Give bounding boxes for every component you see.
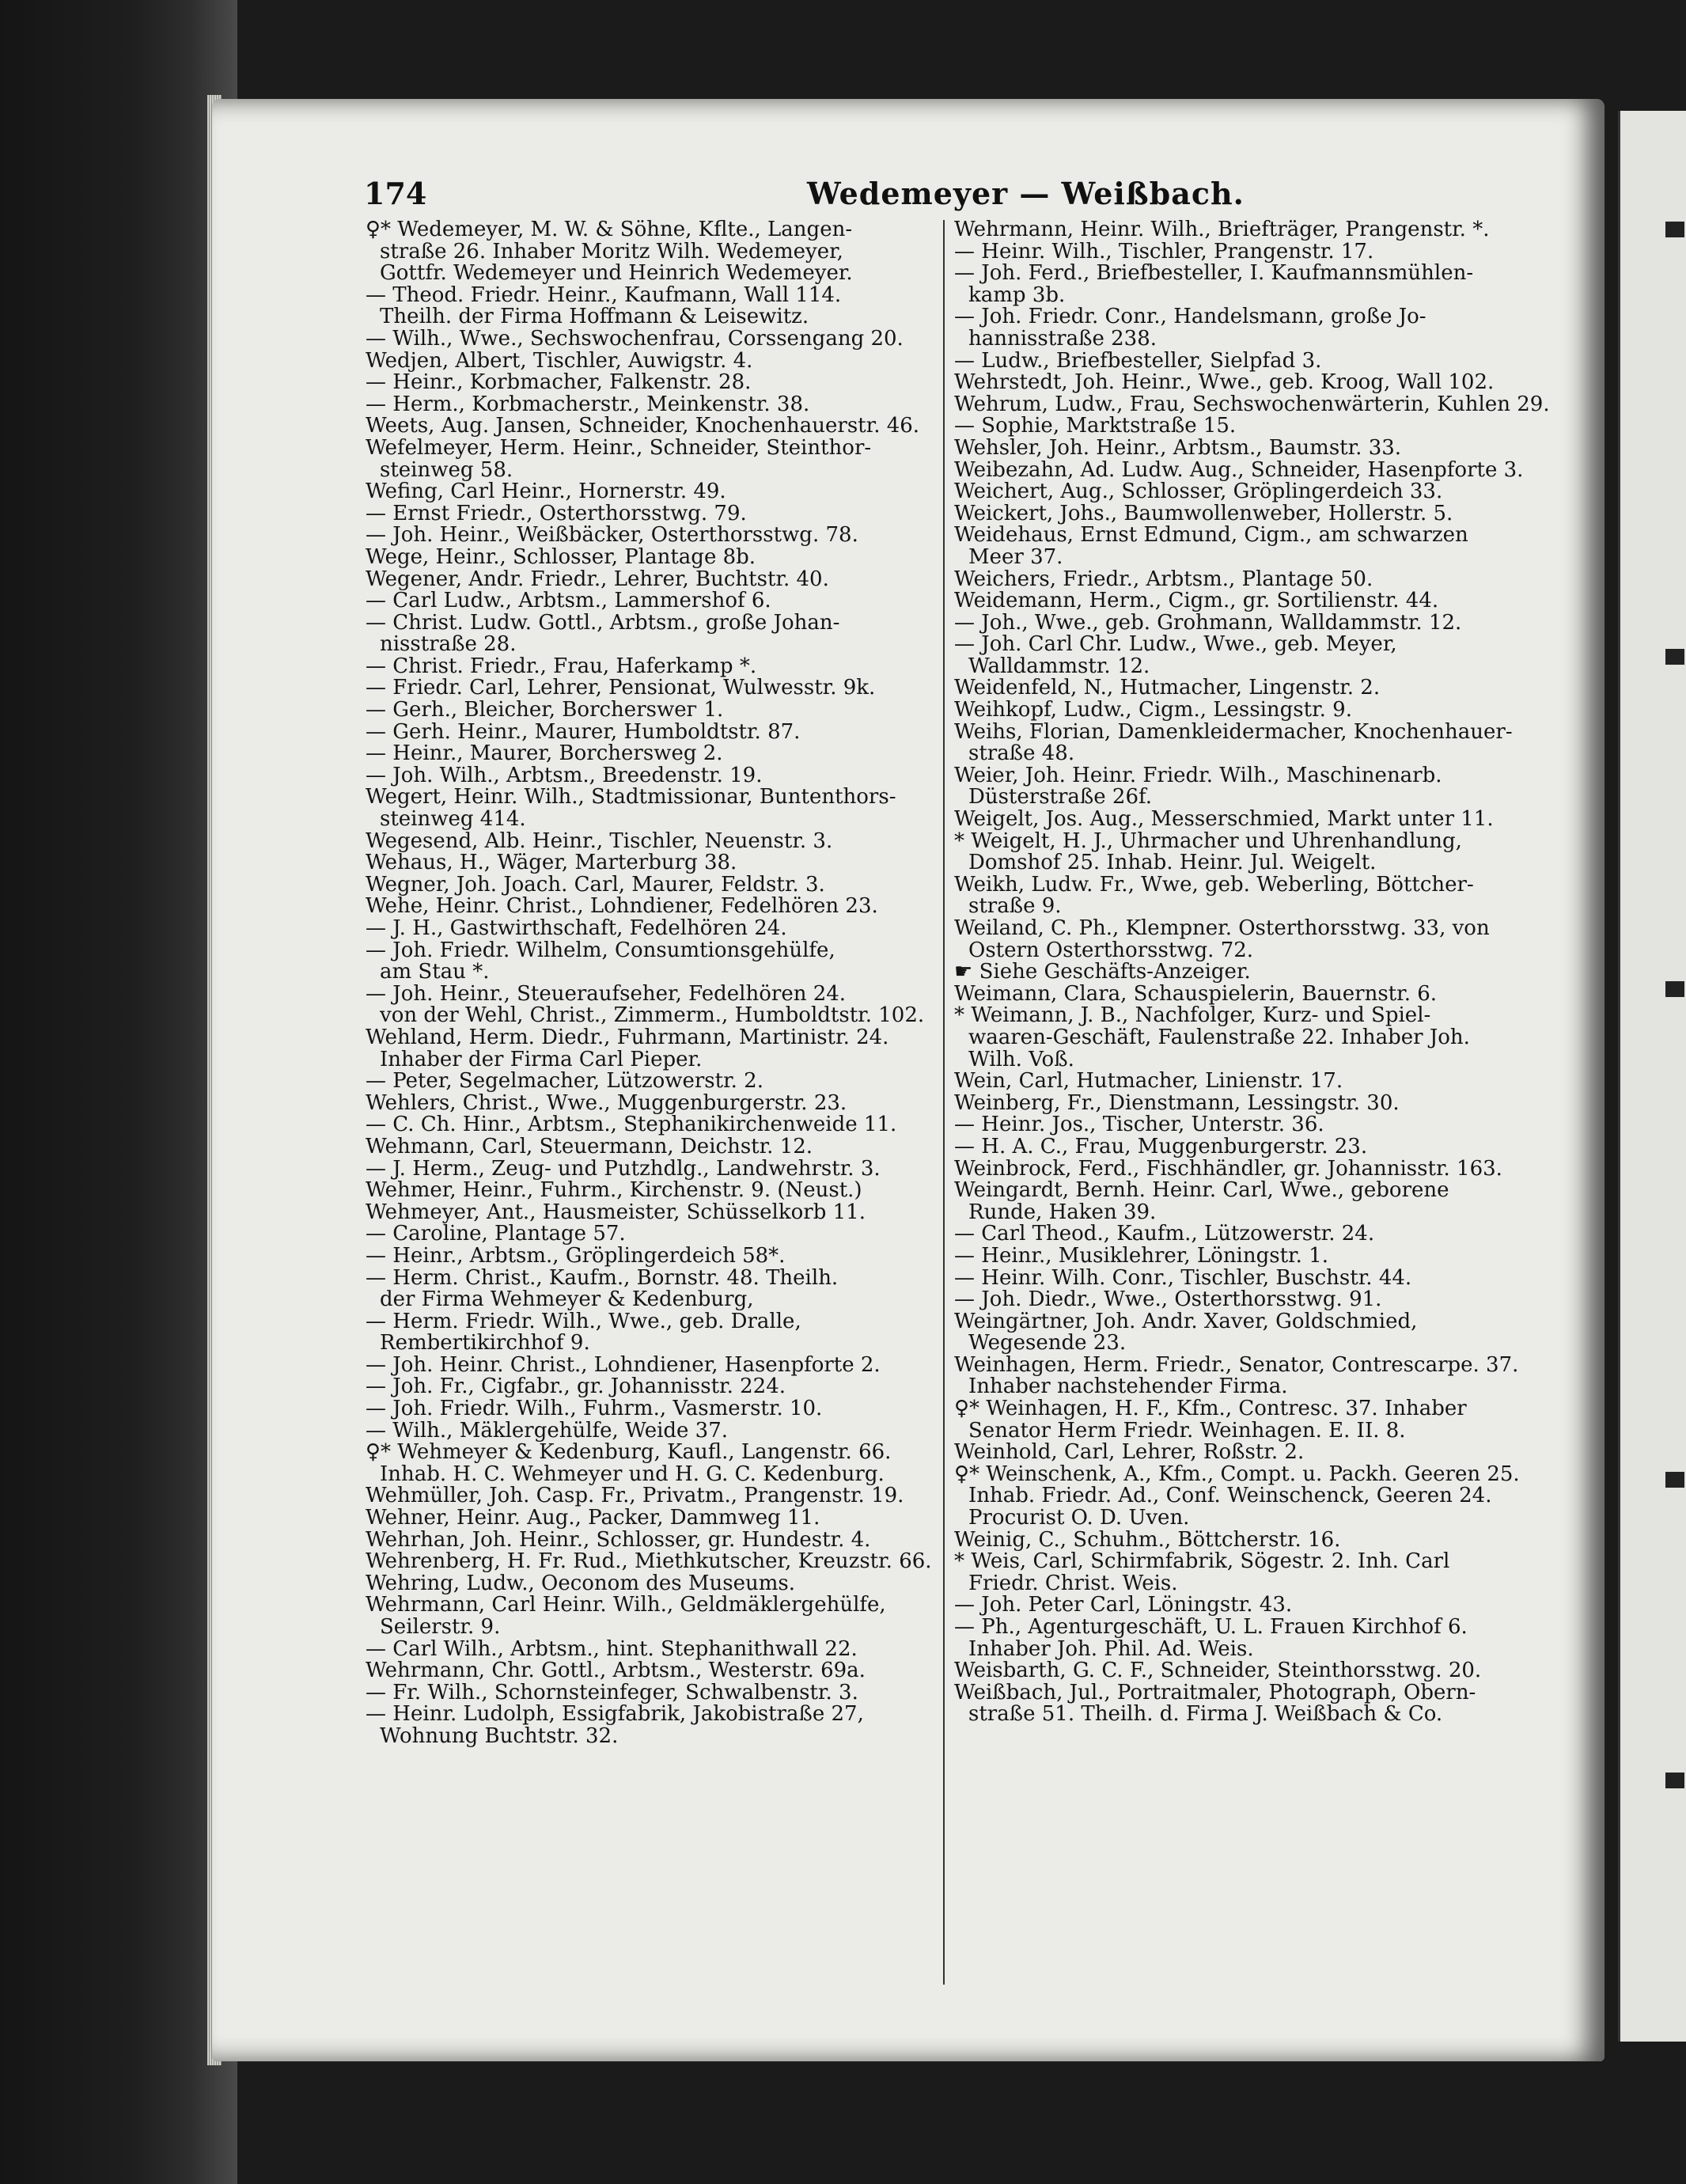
next-page-fragment (1665, 1472, 1684, 1488)
right-column (954, 219, 1587, 1726)
directory-entry-line: — Caroline, Plantage 57. (366, 1222, 626, 1246)
directory-entry-line: Wehrstedt, Joh. Heinr., Wwe., geb. Kroog, Wall 102. (954, 370, 1495, 395)
directory-entry-line: Walldammstr. 12. (968, 654, 1150, 678)
directory-entry-line: Weier, Joh. Heinr. Friedr. Wilh., Maschinenarb. (954, 763, 1442, 787)
directory-entry-line: — Carl Theod., Kaufm., Lützowerstr. 24. (954, 1222, 1375, 1246)
directory-entry-line: Friedr. Christ. Weis. (968, 1571, 1178, 1595)
directory-entry-line: — Heinr., Musiklehrer, Löningstr. 1. (954, 1243, 1328, 1268)
book-spine (0, 0, 237, 2184)
directory-entry-line: Wein, Carl, Hutmacher, Linienstr. 17. (954, 1069, 1343, 1094)
next-page-fragment (1665, 1773, 1684, 1788)
directory-entry-line: Rembertikirchhof 9. (380, 1331, 590, 1356)
directory-entry-line: — Heinr. Jos., Tischer, Unterstr. 36. (954, 1113, 1324, 1137)
directory-entry-line: — Joh. Carl Chr. Ludw., Wwe., geb. Meyer, (954, 632, 1397, 657)
page-header (364, 176, 1598, 215)
directory-entry-line: — Joh. Friedr. Wilh., Fuhrm., Vasmerstr. 10. (366, 1397, 823, 1421)
directory-entry-line: — Friedr. Carl, Lehrer, Pensionat, Wulwesstr. 9k. (366, 676, 876, 700)
directory-entry-line: Wehmüller, Joh. Casp. Fr., Privatm., Prangenstr. 19. (366, 1484, 904, 1508)
directory-entry-line: ♀* Weinschenk, A., Kfm., Compt. u. Packh. Geeren 25. (954, 1462, 1520, 1486)
directory-entry-line: Wohnung Buchtstr. 32. (380, 1723, 619, 1748)
directory-entry-line: ♀* Wehmeyer & Kedenburg, Kaufl., Langenstr. 66. (366, 1440, 892, 1465)
directory-entry-line: Weißbach, Jul., Portraitmaler, Photograph, Obern- (954, 1680, 1476, 1704)
directory-entry-line: Weichert, Aug., Schlosser, Gröplingerdeich 33. (954, 480, 1443, 504)
directory-entry-line: Wehmer, Heinr., Fuhrm., Kirchenstr. 9. (Neust.) (366, 1178, 862, 1203)
directory-entry-line: Wehrum, Ludw., Frau, Sechswochenwärterin, Kuhlen 29. (954, 392, 1550, 416)
directory-entry-line: — Herm. Christ., Kaufm., Bornstr. 48. Theilh. (366, 1265, 839, 1290)
directory-entry-line: Weidehaus, Ernst Edmund, Cigm., am schwarzen (954, 523, 1468, 548)
directory-entry-line: Weiland, C. Ph., Klempner. Osterthorsstwg. 33, von (954, 916, 1490, 940)
directory-entry-line: der Firma Wehmeyer & Kedenburg, (380, 1287, 754, 1312)
directory-entry-line: Weickert, Johs., Baumwollenweber, Hollerstr. 5. (954, 501, 1453, 525)
directory-entry-line: Wehland, Herm. Diedr., Fuhrmann, Martinistr. 24. (366, 1025, 889, 1049)
directory-entry-line: — J. H., Gastwirthschaft, Fedelhören 24. (366, 916, 787, 940)
directory-entry-line: — Ph., Agenturgeschäft, U. L. Frauen Kirchhof 6. (954, 1615, 1468, 1639)
directory-entry-line: Wehmann, Carl, Steuermann, Deichstr. 12. (366, 1134, 813, 1158)
directory-entry-line: straße 9. (968, 894, 1062, 919)
directory-entry-line: * Weis, Carl, Schirmfabrik, Sögestr. 2. Inh. Carl (954, 1549, 1450, 1574)
directory-entry-line: Weisbarth, G. C. F., Schneider, Steinthorsstwg. 20. (954, 1659, 1482, 1683)
directory-entry-line: — H. A. C., Frau, Muggenburgerstr. 23. (954, 1134, 1368, 1158)
directory-entry-line: steinweg 414. (380, 807, 526, 832)
directory-entry-line: waaren-Geschäft, Faulenstraße 22. Inhaber Joh. (968, 1025, 1470, 1049)
directory-entry-line: — Carl Ludw., Arbtsm., Lammershof 6. (366, 589, 771, 613)
directory-entry-line: — Joh. Peter Carl, Löningstr. 43. (954, 1593, 1293, 1617)
directory-entry-line: straße 51. Theilh. d. Firma J. Weißbach & Co. (968, 1702, 1443, 1727)
directory-entry-line: Ostern Osterthorsstwg. 72. (968, 938, 1254, 962)
directory-entry-line: — Heinr., Korbmacher, Falkenstr. 28. (366, 370, 752, 395)
directory-entry-line: — Joh. Heinr., Steueraufseher, Fedelhören 24. (366, 981, 847, 1006)
directory-entry-line: — Heinr. Wilh. Conr., Tischler, Buschstr. 44. (954, 1265, 1412, 1290)
directory-entry-line: Wegener, Andr. Friedr., Lehrer, Buchtstr. 40. (366, 567, 829, 591)
directory-entry-line: Weinberg, Fr., Dienstmann, Lessingstr. 30. (954, 1090, 1400, 1115)
directory-entry-line: nisstraße 28. (380, 632, 517, 657)
directory-entry-line: Weidenfeld, N., Hutmacher, Lingenstr. 2. (954, 676, 1381, 700)
directory-entry-line: — Joh. Wilh., Arbtsm., Breedenstr. 19. (366, 763, 763, 787)
directory-entry-line: Weingardt, Bernh. Heinr. Carl, Wwe., geborene (954, 1178, 1449, 1203)
directory-entry-line: Wehaus, H., Wäger, Marterburg 38. (366, 851, 737, 875)
directory-entry-line: Wehrmann, Heinr. Wilh., Briefträger, Prangenstr. *. (954, 218, 1490, 241)
running-head: Wedemeyer — Weißbach. (807, 176, 1245, 211)
directory-entry-line: Inhaber Joh. Phil. Ad. Weis. (968, 1636, 1254, 1661)
directory-entry-line: Weibezahn, Ad. Ludw. Aug., Schneider, Hasenpforte 3. (954, 457, 1524, 482)
directory-entry-line: — Ernst Friedr., Osterthorsstwg. 79. (366, 501, 747, 525)
directory-entry-line: Weinhagen, Herm. Friedr., Senator, Contrescarpe. 37. (954, 1352, 1519, 1377)
directory-entry-line: — Carl Wilh., Arbtsm., hint. Stephanithwall 22. (366, 1636, 858, 1661)
directory-entry-line: Wehlers, Christ., Wwe., Muggenburgerstr. 23. (366, 1090, 847, 1115)
next-page-fragment (1665, 981, 1684, 997)
directory-entry-line: Weimann, Clara, Schauspielerin, Bauernstr. 6. (954, 981, 1438, 1006)
directory-entry-line: Weikh, Ludw. Fr., Wwe, geb. Weberling, Böttcher- (954, 872, 1474, 897)
directory-entry-line: — Joh. Friedr. Wilhelm, Consumtionsgehülfe, (366, 938, 835, 962)
directory-entry-line: Wehrhan, Joh. Heinr., Schlosser, gr. Hundestr. 4. (366, 1527, 871, 1552)
directory-entry-line: Wehe, Heinr. Christ., Lohndiener, Fedelhören 23. (366, 894, 878, 919)
directory-entry-line: Weichers, Friedr., Arbtsm., Plantage 50. (954, 567, 1373, 591)
directory-entry-line: Wegner, Joh. Joach. Carl, Maurer, Feldstr. 3. (366, 872, 825, 897)
directory-entry-line: Wehsler, Joh. Heinr., Arbtsm., Baumstr. 33. (954, 435, 1402, 460)
directory-entry-line: — Gerh. Heinr., Maurer, Humboldtstr. 87. (366, 719, 801, 744)
directory-entry-line: straße 26. Inhaber Moritz Wilh. Wedemeyer, (380, 239, 843, 264)
directory-entry-line: Wilh. Voß. (968, 1047, 1074, 1071)
directory-entry-line: Wefing, Carl Heinr., Hornerstr. 49. (366, 480, 726, 504)
directory-entry-line: ♀* Weinhagen, H. F., Kfm., Contresc. 37. Inhaber (954, 1397, 1467, 1421)
directory-entry-line: Wehring, Ludw., Oeconom des Museums. (366, 1571, 795, 1595)
directory-entry-line: Domshof 25. Inhab. Heinr. Jul. Weigelt. (968, 851, 1377, 875)
directory-entry-line: Senator Herm Friedr. Weinhagen. E. II. 8. (968, 1418, 1406, 1443)
directory-entry-line: — Peter, Segelmacher, Lützowerstr. 2. (366, 1069, 763, 1094)
directory-entry-line: — Joh. Fr., Cigfabr., gr. Johannisstr. 224. (366, 1374, 786, 1399)
directory-entry-line: Weigelt, Jos. Aug., Messerschmied, Markt unter 11. (954, 807, 1494, 832)
directory-entry-line: — Joh. Ferd., Briefbesteller, I. Kaufmannsmühlen- (954, 261, 1474, 286)
directory-entry-line: — Herm. Friedr. Wilh., Wwe., geb. Dralle, (366, 1309, 801, 1333)
directory-entry-line: Wegesend, Alb. Heinr., Tischler, Neuenstr. 3. (366, 828, 833, 853)
directory-entry-line: — C. Ch. Hinr., Arbtsm., Stephanikirchenweide 11. (366, 1113, 897, 1137)
directory-entry-line: Inhab. Friedr. Ad., Conf. Weinschenck, Geeren 24. (968, 1484, 1492, 1508)
directory-entry-line: Gottfr. Wedemeyer und Heinrich Wedemeyer. (380, 261, 853, 286)
directory-entry-line: Weets, Aug. Jansen, Schneider, Knochenhauerstr. 46. (366, 414, 920, 438)
directory-entry-line: ☛ Siehe Geschäfts-Anzeiger. (954, 960, 1251, 984)
directory-entry-line: Weidemann, Herm., Cigm., gr. Sortilienstr. 44. (954, 589, 1439, 613)
directory-entry-line: — Herm., Korbmacherstr., Meinkenstr. 38. (366, 392, 810, 416)
next-page-fragment (1665, 222, 1684, 237)
directory-entry-line: hannisstraße 238. (968, 326, 1157, 351)
directory-entry-line: Weinhold, Carl, Lehrer, Roßstr. 2. (954, 1440, 1305, 1465)
directory-entry-line: Wehrmann, Chr. Gottl., Arbtsm., Westerstr. 69a. (366, 1659, 866, 1683)
directory-entry-line: straße 48. (968, 741, 1075, 766)
directory-entry-line: — Heinr. Wilh., Tischler, Prangenstr. 17. (954, 239, 1374, 264)
directory-entry-line: — Wilh., Mäklergehülfe, Weide 37. (366, 1418, 729, 1443)
directory-entry-line: — Joh. Heinr., Weißbäcker, Osterthorsstwg. 78. (366, 523, 858, 548)
directory-entry-line: — Joh. Heinr. Christ., Lohndiener, Hasenpforte 2. (366, 1352, 881, 1377)
directory-entry-line: — Wilh., Wwe., Sechswochenfrau, Corssengang 20. (366, 326, 904, 351)
directory-entry-line: Procurist O. D. Uven. (968, 1506, 1190, 1530)
directory-entry-line: — Fr. Wilh., Schornsteinfeger, Schwalbenstr. 3. (366, 1680, 858, 1704)
directory-entry-line: — Christ. Ludw. Gottl., Arbtsm., große Johan- (366, 610, 840, 635)
directory-entry-line: — Heinr., Arbtsm., Gröplingerdeich 58*. (366, 1243, 786, 1268)
directory-entry-line: — Sophie, Marktstraße 15. (954, 414, 1237, 438)
directory-entry-line: kamp 3b. (968, 282, 1066, 307)
directory-entry-line: Wehmeyer, Ant., Hausmeister, Schüsselkorb 11. (366, 1200, 866, 1224)
directory-entry-line: — Heinr., Maurer, Borchersweg 2. (366, 741, 723, 766)
directory-entry-line: Wehrmann, Carl Heinr. Wilh., Geldmäklergehülfe, (366, 1593, 886, 1617)
directory-entry-line: * Weimann, J. B., Nachfolger, Kurz- und Spiel- (954, 1003, 1431, 1028)
directory-entry-line: Wegesende 23. (968, 1331, 1127, 1356)
directory-entry-line: von der Wehl, Christ., Zimmerm., Humboldtstr. 102. (380, 1003, 925, 1028)
directory-entry-line: Weinig, C., Schuhm., Böttcherstr. 16. (954, 1527, 1341, 1552)
directory-entry-line: Meer 37. (968, 544, 1063, 569)
directory-entry-line: Wege, Heinr., Schlosser, Plantage 8b. (366, 544, 756, 569)
directory-entry-line: Theilh. der Firma Hoffmann & Leisewitz. (380, 305, 809, 329)
directory-entry-line: Weihkopf, Ludw., Cigm., Lessingstr. 9. (954, 698, 1352, 722)
left-column (366, 219, 998, 1748)
directory-entry-line: Düsterstraße 26f. (968, 785, 1152, 810)
directory-entry-line: Wefelmeyer, Herm. Heinr., Schneider, Steinthor- (366, 435, 872, 460)
directory-entry-line: Weingärtner, Joh. Andr. Xaver, Goldschmied, (954, 1309, 1418, 1333)
directory-entry-line: Inhaber nachstehender Firma. (968, 1374, 1288, 1399)
directory-entry-line: am Stau *. (380, 960, 490, 984)
next-page-edge (1618, 111, 1686, 2042)
directory-entry-line: Weihs, Florian, Damenkleidermacher, Knochenhauer- (954, 719, 1513, 744)
directory-entry-line: steinweg 58. (380, 457, 513, 482)
directory-entry-line: Inhab. H. C. Wehmeyer und H. G. C. Kedenburg. (380, 1462, 885, 1486)
page-number: 174 (364, 176, 427, 211)
directory-entry-line: — Joh., Wwe., geb. Grohmann, Walldammstr. 12. (954, 610, 1462, 635)
directory-entry-line: Wegert, Heinr. Wilh., Stadtmissionar, Buntenthors- (366, 785, 896, 810)
directory-entry-line: — Joh. Diedr., Wwe., Osterthorsstwg. 91. (954, 1287, 1382, 1312)
directory-entry-line: Runde, Haken 39. (968, 1200, 1157, 1224)
directory-entry-line: Inhaber der Firma Carl Pieper. (380, 1047, 703, 1071)
directory-entry-line: — Ludw., Briefbesteller, Sielpfad 3. (954, 348, 1322, 373)
directory-entry-line: ♀* Wedemeyer, M. W. & Söhne, Kflte., Langen- (366, 218, 853, 241)
directory-entry-line: Seilerstr. 9. (380, 1615, 501, 1639)
directory-entry-line: Wehner, Heinr. Aug., Packer, Dammweg 11. (366, 1506, 820, 1530)
directory-entry-line: Wehrenberg, H. Fr. Rud., Miethkutscher, Kreuzstr. 66. (366, 1549, 932, 1574)
directory-entry-line: — Joh. Friedr. Conr., Handelsmann, große Jo- (954, 305, 1426, 329)
next-page-fragment (1665, 649, 1684, 665)
directory-entry-line: Weinbrock, Ferd., Fischhändler, gr. Johannisstr. 163. (954, 1156, 1502, 1181)
directory-entry-line: Wedjen, Albert, Tischler, Auwigstr. 4. (366, 348, 753, 373)
directory-entry-line: — Gerh., Bleicher, Borcherswег 1. (366, 698, 724, 722)
directory-entry-line: — Heinr. Ludolph, Essigfabrik, Jakobistraße 27, (366, 1702, 864, 1727)
directory-entry-line: * Weigelt, H. J., Uhrmacher und Uhrenhandlung, (954, 828, 1462, 853)
directory-entry-line: — Christ. Friedr., Frau, Haferkamp *. (366, 654, 757, 678)
directory-entry-line: — J. Herm., Zeug- und Putzhdlg., Landwehrstr. 3. (366, 1156, 881, 1181)
directory-entry-line: — Theod. Friedr. Heinr., Kaufmann, Wall 114. (366, 282, 842, 307)
